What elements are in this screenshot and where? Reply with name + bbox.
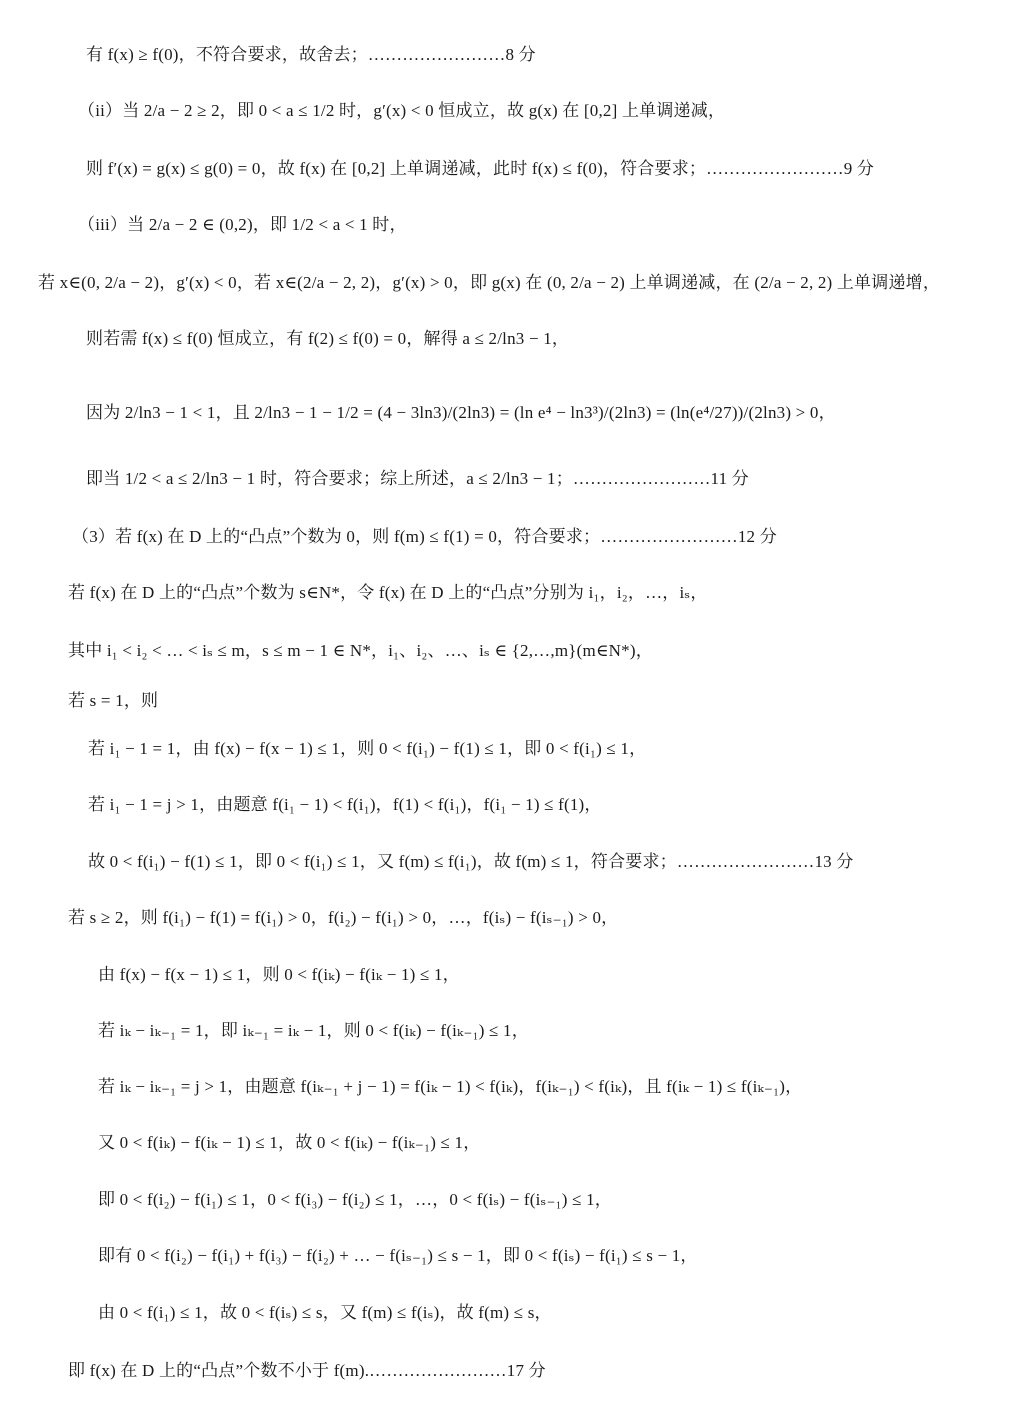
text-line: 则若需 f(x) ≤ f(0) 恒成立，有 f(2) ≤ f(0) = 0，解得 a ≤ 2/ln3 − 1， <box>86 329 570 348</box>
text-line: 若 iₖ − iₖ₋₁ = j > 1，由题意 f(iₖ₋₁ + j − 1) = f(iₖ − 1) < f(iₖ)，f(iₖ₋₁) < f(iₖ)，且 f(iₖ − 1) ≤ f(iₖ₋₁)， <box>98 1077 803 1096</box>
text-line: 故 0 < f(i₁) − f(1) ≤ 1，即 0 < f(i₁) ≤ 1，又 f(m) ≤ f(i₁)，故 f(m) ≤ 1，符合要求；……………………13 分 <box>88 852 854 871</box>
text-line: 又 0 < f(iₖ) − f(iₖ − 1) ≤ 1，故 0 < f(iₖ) − f(iₖ₋₁) ≤ 1， <box>98 1133 481 1152</box>
text-line: （ii）当 2/a − 2 ≥ 2，即 0 < a ≤ 1/2 时，g′(x) < 0 恒成立，故 g(x) 在 [0,2] 上单调递减， <box>78 101 726 120</box>
text-line: 由 f(x) − f(x − 1) ≤ 1，则 0 < f(iₖ) − f(iₖ − 1) ≤ 1， <box>98 965 460 984</box>
text-line: （iii）当 2/a − 2 ∈ (0,2)，即 1/2 < a < 1 时， <box>78 215 407 234</box>
text-line: 即当 1/2 < a ≤ 2/ln3 − 1 时，符合要求；综上所述，a ≤ 2/ln3 − 1；……………………11 分 <box>86 469 749 488</box>
text-line: 若 f(x) 在 D 上的“凸点”个数为 s∈N*，令 f(x) 在 D 上的“凸点”分别为 i₁，i₂，…，iₛ， <box>68 583 708 602</box>
text-line: 则 f′(x) = g(x) ≤ g(0) = 0，故 f(x) 在 [0,2] 上单调递减，此时 f(x) ≤ f(0)，符合要求；……………………9 分 <box>86 159 875 178</box>
text-line: 即有 0 < f(i₂) − f(i₁) + f(i₃) − f(i₂) + … − f(iₛ₋₁) ≤ s − 1，即 0 < f(iₛ) − f(i₁) ≤ s − 1， <box>98 1246 698 1265</box>
text-line: 其中 i₁ < i₂ < … < iₛ ≤ m，s ≤ m − 1 ∈ N*，i₁、i₂、…、iₛ ∈ {2,…,m}(m∈N*)， <box>68 641 653 660</box>
text-line: 若 x∈(0, 2/a − 2)，g′(x) < 0，若 x∈(2/a − 2, 2)，g′(x) > 0，即 g(x) 在 (0, 2/a − 2) 上单调递减，在 (2/a − 2, 2) 上单调递增， <box>38 273 941 292</box>
text-line: 若 i₁ − 1 = 1，由 f(x) − f(x − 1) ≤ 1，则 0 < f(i₁) − f(1) ≤ 1，即 0 < f(i₁) ≤ 1， <box>88 739 647 758</box>
text-line: 即 0 < f(i₂) − f(i₁) ≤ 1，0 < f(i₃) − f(i₂) ≤ 1，…，0 < f(iₛ) − f(iₛ₋₁) ≤ 1， <box>98 1190 612 1209</box>
text-line: 若 iₖ − iₖ₋₁ = 1，即 iₖ₋₁ = iₖ − 1，则 0 < f(iₖ) − f(iₖ₋₁) ≤ 1， <box>98 1021 529 1040</box>
text-line: 若 s ≥ 2，则 f(i₁) − f(1) = f(i₁) > 0，f(i₂) − f(i₁) > 0，…，f(iₛ) − f(iₛ₋₁) > 0， <box>68 908 619 927</box>
text-line: 即 f(x) 在 D 上的“凸点”个数不小于 f(m).……………………17 分 <box>68 1361 546 1380</box>
text-line: 由 0 < f(i₁) ≤ 1，故 0 < f(iₛ) ≤ s，又 f(m) ≤ f(iₛ)，故 f(m) ≤ s， <box>98 1303 552 1322</box>
text-line: 因为 2/ln3 − 1 < 1，且 2/ln3 − 1 − 1/2 = (4 − 3ln3)/(2ln3) = (ln e⁴ − ln3³)/(2ln3) = (ln(e⁴/27))/(2ln3) > 0， <box>86 403 836 422</box>
text-line: 若 i₁ − 1 = j > 1，由题意 f(i₁ − 1) < f(i₁)，f(1) < f(i₁)，f(i₁ − 1) ≤ f(1)， <box>88 795 602 814</box>
text-line: 有 f(x) ≥ f(0)，不符合要求，故舍去；……………………8 分 <box>86 45 536 64</box>
text-line: （3）若 f(x) 在 D 上的“凸点”个数为 0，则 f(m) ≤ f(1) = 0，符合要求；……………………12 分 <box>72 527 777 546</box>
text-line: 若 s = 1，则 <box>68 691 159 710</box>
